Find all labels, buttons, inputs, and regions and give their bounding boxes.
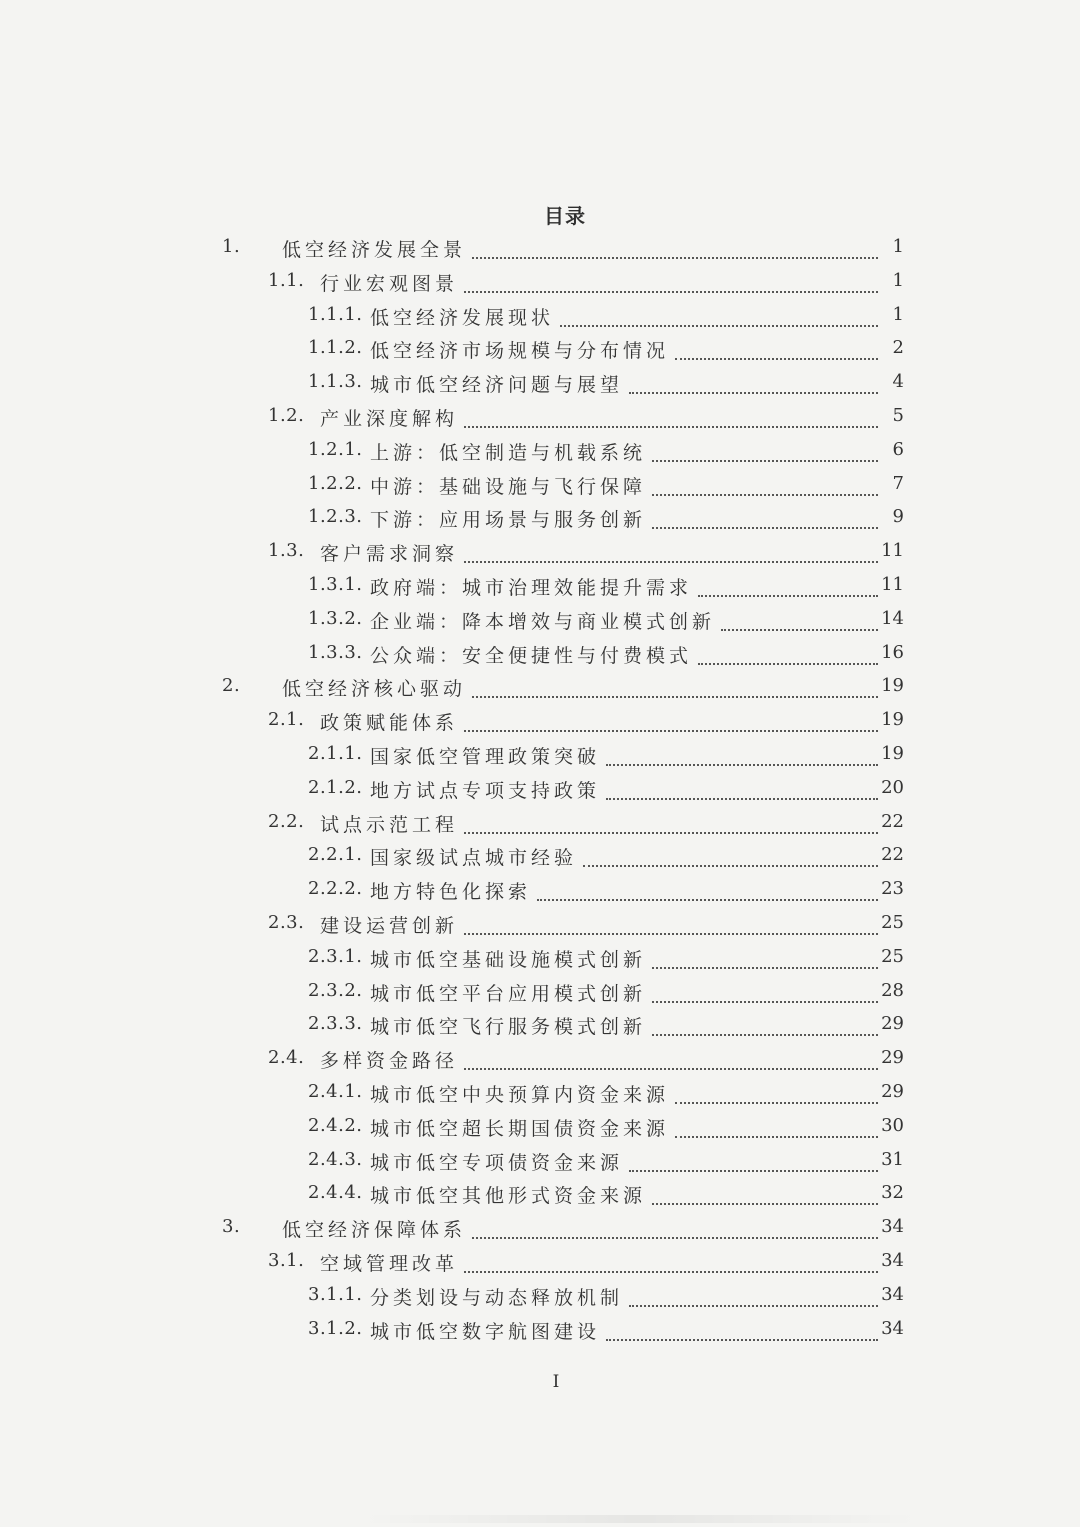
toc-entry-label: 行业宏观图景 bbox=[320, 272, 459, 295]
toc-entry-page: 9 bbox=[892, 506, 904, 528]
toc-entry-label: 城市低空专项债资金来源 bbox=[370, 1151, 624, 1174]
dot-leader bbox=[652, 1016, 878, 1036]
toc-entry-number: 1.3.3. bbox=[308, 641, 363, 663]
toc-title: 目录 bbox=[544, 204, 586, 228]
toc-entry-page: 29 bbox=[881, 1013, 904, 1035]
toc-entry-label: 建设运营创新 bbox=[320, 915, 459, 937]
dot-leader bbox=[675, 340, 878, 360]
dot-leader bbox=[652, 949, 878, 969]
toc-entry-number: 1.1.3. bbox=[308, 371, 363, 393]
toc-entry-number: 1.1. bbox=[268, 269, 305, 291]
dot-leader bbox=[652, 1185, 878, 1205]
dot-leader bbox=[464, 543, 878, 563]
toc-entry-number: 1.3.1. bbox=[308, 574, 363, 595]
dot-leader bbox=[698, 645, 878, 665]
toc-entry-number: 2.2. bbox=[268, 810, 305, 832]
dot-leader bbox=[464, 915, 878, 935]
dot-leader bbox=[629, 1287, 878, 1307]
toc-entry-label: 城市低空其他形式资金来源 bbox=[370, 1185, 647, 1208]
dot-leader bbox=[698, 577, 878, 597]
toc-entry-label: 产业深度解构 bbox=[320, 408, 459, 430]
toc-entry-label: 低空经济市场规模与分布情况 bbox=[370, 340, 670, 363]
toc-entry-page: 22 bbox=[881, 810, 904, 832]
toc-entry-number: 3. bbox=[222, 1216, 241, 1238]
toc-entry-label: 中游：基础设施与飞行保障 bbox=[370, 475, 647, 498]
toc-entry-number: 1. bbox=[222, 236, 241, 257]
dot-leader bbox=[675, 1084, 878, 1104]
toc-entry-page: 29 bbox=[881, 1081, 904, 1102]
toc-entry[interactable] bbox=[0, 1246, 1080, 1280]
toc-entry-page: 19 bbox=[881, 709, 904, 731]
dot-leader bbox=[472, 1219, 878, 1239]
toc-entry-label: 低空经济发展现状 bbox=[370, 306, 555, 329]
dot-leader bbox=[652, 442, 878, 462]
toc-entry-label: 客户需求洞察 bbox=[320, 543, 459, 566]
dot-leader bbox=[606, 1321, 878, 1341]
toc-entry-label: 城市低空经济问题与展望 bbox=[370, 374, 624, 397]
toc-entry[interactable] bbox=[0, 401, 1080, 435]
toc-entry[interactable] bbox=[0, 638, 1080, 672]
toc-entry-label: 地方特色化探索 bbox=[370, 881, 532, 904]
toc-entry-label: 城市低空中央预算内资金来源 bbox=[370, 1084, 670, 1106]
toc-entry-number: 1.2.3. bbox=[308, 506, 363, 528]
toc-entry[interactable] bbox=[0, 469, 1080, 503]
toc-entry-label: 低空经济发展全景 bbox=[282, 239, 467, 261]
toc-entry-page: 1 bbox=[892, 236, 904, 257]
toc-entry-page: 31 bbox=[881, 1148, 904, 1170]
toc-entry-number: 1.2.2. bbox=[308, 472, 363, 494]
toc-entry[interactable] bbox=[0, 1009, 1080, 1043]
toc-entry[interactable] bbox=[0, 502, 1080, 536]
toc-entry-number: 2.2.2. bbox=[308, 878, 363, 900]
dot-leader bbox=[537, 881, 878, 901]
toc-entry-page: 34 bbox=[881, 1283, 904, 1305]
toc-entry[interactable] bbox=[0, 435, 1080, 469]
toc-entry-number: 1.2.1. bbox=[308, 438, 363, 460]
toc-entry[interactable] bbox=[0, 976, 1080, 1010]
toc-entry[interactable] bbox=[0, 367, 1080, 401]
scan-edge-shadow bbox=[360, 1515, 920, 1523]
toc-entry-number: 2.1.1. bbox=[308, 743, 363, 764]
toc-entry-label: 国家低空管理政策突破 bbox=[370, 746, 601, 768]
toc-entry[interactable] bbox=[0, 874, 1080, 908]
toc-entry[interactable] bbox=[0, 536, 1080, 570]
dot-leader bbox=[464, 712, 878, 732]
dot-leader bbox=[560, 307, 878, 327]
toc-entry-number: 2.1.2. bbox=[308, 776, 363, 798]
toc-entry-label: 试点示范工程 bbox=[320, 813, 459, 836]
toc-entry-number: 2.2.1. bbox=[308, 844, 363, 866]
toc-entry-label: 城市低空数字航图建设 bbox=[370, 1320, 601, 1343]
toc-entry-label: 上游：低空制造与机载系统 bbox=[370, 441, 647, 464]
toc-entry-page: 11 bbox=[881, 540, 904, 562]
toc-entry-number: 2.4.1. bbox=[308, 1081, 363, 1102]
toc-entry-number: 1.2. bbox=[268, 405, 305, 426]
toc-entry-page: 22 bbox=[881, 844, 904, 866]
toc-entry-page: 20 bbox=[881, 776, 904, 798]
toc-entry-label: 公众端：安全便捷性与付费模式 bbox=[370, 644, 693, 667]
toc-entry-page: 4 bbox=[892, 371, 904, 393]
toc-entry-number: 3.1.1. bbox=[308, 1283, 363, 1305]
toc-entry-number: 2.3.2. bbox=[308, 979, 363, 1001]
toc-entry-page: 6 bbox=[892, 438, 904, 460]
dot-leader bbox=[464, 814, 878, 834]
toc-entry-number: 2.4.3. bbox=[308, 1148, 363, 1170]
toc-entry-page: 30 bbox=[881, 1114, 904, 1136]
toc-entry-page: 23 bbox=[881, 878, 904, 900]
toc-entry[interactable] bbox=[0, 908, 1080, 942]
toc-entry-number: 2.4. bbox=[268, 1047, 305, 1069]
toc-entry[interactable] bbox=[0, 1145, 1080, 1179]
toc-entry-number: 2.3. bbox=[268, 912, 305, 933]
dot-leader bbox=[652, 509, 878, 529]
dot-leader bbox=[583, 847, 878, 867]
toc-entry[interactable] bbox=[0, 333, 1080, 367]
toc-entry-number: 1.3. bbox=[268, 540, 305, 562]
toc-entry-label: 空域管理改革 bbox=[320, 1253, 459, 1275]
toc-entry-number: 1.3.2. bbox=[308, 607, 363, 629]
dot-leader bbox=[472, 239, 878, 259]
toc-entry[interactable] bbox=[0, 1314, 1080, 1348]
toc-entry-page: 28 bbox=[881, 979, 904, 1001]
toc-entry-page: 11 bbox=[881, 574, 904, 595]
toc-entry-page: 19 bbox=[881, 743, 904, 764]
toc-entry-label: 地方试点专项支持政策 bbox=[370, 779, 601, 802]
toc-entry-label: 低空经济保障体系 bbox=[282, 1219, 467, 1242]
toc-entry[interactable] bbox=[0, 1280, 1080, 1314]
toc-entry[interactable] bbox=[0, 773, 1080, 807]
toc-entry-number: 1.1.1. bbox=[308, 303, 363, 325]
toc-entry-page: 5 bbox=[892, 405, 904, 426]
toc-entry[interactable] bbox=[0, 300, 1080, 334]
toc-entry-label: 政策赋能体系 bbox=[320, 712, 459, 735]
dot-leader bbox=[464, 1253, 878, 1273]
toc-entry-page: 1 bbox=[892, 269, 904, 291]
toc-entry[interactable] bbox=[0, 705, 1080, 739]
toc-entry-number: 2.1. bbox=[268, 709, 305, 731]
toc-entry-label: 分类划设与动态释放机制 bbox=[370, 1286, 624, 1309]
toc-entry[interactable] bbox=[0, 1077, 1080, 1111]
toc-entry-label: 国家级试点城市经验 bbox=[370, 847, 578, 870]
dot-leader bbox=[606, 746, 878, 766]
toc-entry-number: 2. bbox=[222, 675, 241, 697]
toc-entry[interactable] bbox=[0, 840, 1080, 874]
toc-entry-number: 2.3.3. bbox=[308, 1013, 363, 1035]
toc-entry[interactable] bbox=[0, 807, 1080, 841]
toc-entry-page: 1 bbox=[892, 303, 904, 325]
toc-entry[interactable] bbox=[0, 266, 1080, 300]
toc-entry-page: 34 bbox=[881, 1317, 904, 1339]
toc-entry-page: 29 bbox=[881, 1047, 904, 1069]
toc-entry-label: 企业端：降本增效与商业模式创新 bbox=[370, 610, 716, 633]
toc-entry-page: 25 bbox=[881, 912, 904, 933]
toc-entry[interactable] bbox=[0, 570, 1080, 604]
dot-leader bbox=[464, 408, 878, 428]
toc-entry-page: 34 bbox=[881, 1250, 904, 1271]
toc-entry[interactable] bbox=[0, 1111, 1080, 1145]
dot-leader bbox=[464, 273, 878, 293]
toc-entry-number: 1.1.2. bbox=[308, 337, 363, 359]
toc-entry-page: 14 bbox=[881, 607, 904, 629]
toc-entry[interactable] bbox=[0, 232, 1080, 266]
toc-entry-label: 城市低空飞行服务模式创新 bbox=[370, 1016, 647, 1039]
toc-entry-label: 多样资金路径 bbox=[320, 1050, 459, 1073]
toc-entry-label: 下游：应用场景与服务创新 bbox=[370, 509, 647, 532]
dot-leader bbox=[652, 476, 878, 496]
toc-entry[interactable] bbox=[0, 604, 1080, 638]
toc-entry[interactable] bbox=[0, 1043, 1080, 1077]
toc-entry[interactable] bbox=[0, 1212, 1080, 1246]
toc-entry-label: 城市低空超长期国债资金来源 bbox=[370, 1117, 670, 1140]
toc-entry-number: 3.1.2. bbox=[308, 1317, 363, 1339]
toc-entry-page: 7 bbox=[892, 472, 904, 494]
dot-leader bbox=[652, 983, 878, 1003]
toc-entry-page: 16 bbox=[881, 641, 904, 663]
toc-entry-number: 2.4.2. bbox=[308, 1114, 363, 1136]
dot-leader bbox=[629, 1152, 878, 1172]
dot-leader bbox=[472, 678, 878, 698]
toc-entry-number: 2.4.4. bbox=[308, 1182, 363, 1204]
dot-leader bbox=[721, 611, 878, 631]
toc-entry-label: 城市低空基础设施模式创新 bbox=[370, 948, 647, 971]
dot-leader bbox=[629, 374, 878, 394]
toc-entry[interactable] bbox=[0, 739, 1080, 773]
toc-entry-page: 2 bbox=[892, 337, 904, 359]
toc-entry-page: 32 bbox=[881, 1182, 904, 1204]
toc-entry[interactable] bbox=[0, 942, 1080, 976]
dot-leader bbox=[675, 1118, 878, 1138]
dot-leader bbox=[606, 780, 878, 800]
toc-entry-label: 政府端：城市治理效能提升需求 bbox=[370, 577, 693, 599]
toc-entry-number: 2.3.1. bbox=[308, 945, 363, 967]
toc-entry[interactable] bbox=[0, 671, 1080, 705]
toc-entry-label: 低空经济核心驱动 bbox=[282, 678, 467, 701]
toc-entry-number: 3.1. bbox=[268, 1250, 305, 1271]
dot-leader bbox=[464, 1050, 878, 1070]
footer-page-number: I bbox=[552, 1372, 560, 1392]
toc-entry-page: 34 bbox=[881, 1216, 904, 1238]
toc-entry-page: 25 bbox=[881, 945, 904, 967]
toc-entry[interactable] bbox=[0, 1178, 1080, 1212]
toc-entry-page: 19 bbox=[881, 675, 904, 697]
toc-entry-label: 城市低空平台应用模式创新 bbox=[370, 982, 647, 1005]
